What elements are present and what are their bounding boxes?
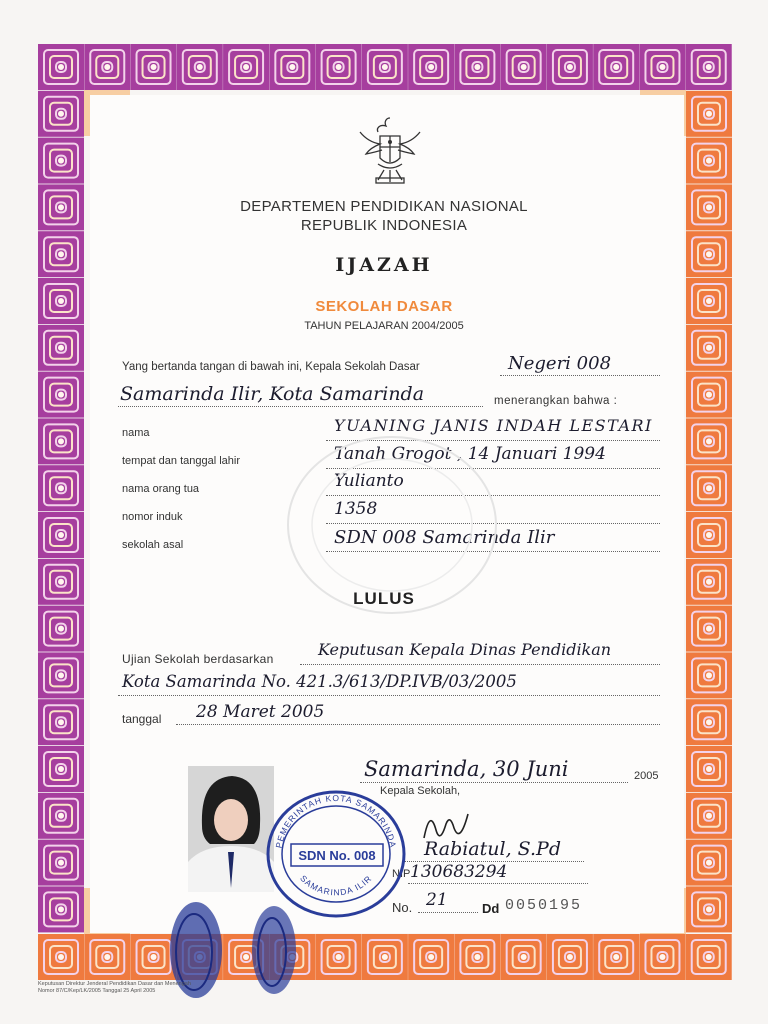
field-label-birth: tempat dan tanggal lahir	[122, 455, 241, 467]
border-tile	[547, 934, 593, 980]
border-tile	[38, 512, 84, 558]
school-stamp-icon	[261, 786, 411, 922]
svg-text:SAMARINDA ILIR	[298, 873, 374, 897]
field-value-birth: Tanah Grogot , 14 Januari 1994	[334, 444, 606, 464]
intro-suffix: menerangkan bahwa :	[494, 395, 618, 407]
dotted-line	[300, 664, 660, 665]
border-tile	[38, 418, 84, 464]
field-value-name: YUANING JANIS INDAH LESTARI	[334, 416, 653, 435]
school-location-fill: Samarinda Ilir, Kota Samarinda	[120, 383, 425, 405]
field-label-name: nama	[122, 427, 150, 439]
garuda-emblem-icon	[354, 112, 426, 186]
border-tile	[501, 44, 547, 90]
country-title: REPUBLIK INDONESIA	[300, 217, 468, 234]
border-tile	[38, 372, 84, 418]
border-tile	[686, 652, 732, 698]
field-label-student-number: nomor induk	[122, 511, 183, 523]
basis-date-label: tanggal	[122, 712, 162, 726]
signatory-name: Rabiatul, S.Pd	[424, 838, 561, 860]
field-label-origin-school: sekolah asal	[122, 539, 184, 551]
intro-prefix: Yang bertanda tangan di bawah ini, Kepala Sekolah Dasar	[122, 361, 420, 373]
field-label-parent: nama orang tua	[122, 483, 200, 495]
border-tile	[686, 746, 732, 792]
border-tile	[84, 44, 130, 90]
border-tile	[38, 652, 84, 698]
field-value-parent: Yulianto	[334, 471, 404, 491]
border-tile	[686, 934, 732, 980]
border-tile	[316, 934, 362, 980]
border-tile	[38, 746, 84, 792]
border-tile	[501, 934, 547, 980]
basis-decree-line2: Kota Samarinda No. 421.3/613/DP.IVB/03/2005	[122, 672, 517, 691]
dotted-line	[500, 375, 660, 376]
nip-label: NIP	[392, 868, 411, 880]
stamp-center-text: SDN No. 008	[298, 848, 376, 863]
dotted-line	[418, 912, 478, 913]
dotted-line	[360, 782, 628, 783]
border-tile	[38, 886, 84, 932]
border-tile	[38, 699, 84, 745]
result-status: LULUS	[353, 589, 415, 608]
border-tile	[639, 44, 685, 90]
stamp-top-text: PEMERINTAH KOTA SAMARINDA	[273, 793, 399, 849]
border-tile	[686, 44, 732, 90]
border-tile	[38, 606, 84, 652]
border-tile	[408, 934, 454, 980]
number-value: 21	[426, 890, 448, 910]
border-tile	[316, 44, 362, 90]
basis-label: Ujian Sekolah berdasarkan	[122, 652, 274, 666]
border-tile	[38, 138, 84, 184]
dotted-line	[118, 695, 660, 696]
school-level-title: SEKOLAH DASAR	[315, 298, 453, 315]
serial-number: 0050195	[505, 897, 583, 914]
document-title: IJAZAH	[335, 254, 433, 276]
border-tile	[269, 44, 315, 90]
basis-date-value: 28 Maret 2005	[196, 702, 325, 722]
signature-year: 2005	[634, 770, 659, 782]
stamp-bottom-text: SAMARINDA ILIR	[298, 873, 374, 898]
nip-value: 130683294	[410, 862, 508, 882]
field-value-origin-school: SDN 008 Samarinda Ilir	[334, 527, 555, 548]
dotted-line	[118, 406, 483, 407]
border-tile	[38, 44, 84, 90]
border-tile	[223, 44, 269, 90]
border-tile	[593, 44, 639, 90]
border-tile	[686, 512, 732, 558]
svg-text:PEMERINTAH KOTA SAMARINDA	[274, 793, 399, 849]
footer-line-2: Nomor 87/C/Kep/LK/2005 Tanggal 25 April 2005	[38, 988, 156, 994]
border-tile	[686, 840, 732, 886]
border-tile	[593, 934, 639, 980]
border-tile	[686, 465, 732, 511]
number-label: No.	[392, 900, 413, 915]
border-tile	[38, 793, 84, 839]
border-tile	[686, 606, 732, 652]
border-tile	[38, 934, 84, 980]
border-tile	[84, 934, 130, 980]
border-tile	[686, 793, 732, 839]
border-tile	[131, 44, 177, 90]
border-tile	[362, 934, 408, 980]
border-tile	[686, 138, 732, 184]
border-tile	[686, 418, 732, 464]
signature-role: Kepala Sekolah,	[380, 785, 461, 797]
ministry-title: DEPARTEMEN PENDIDIKAN NASIONAL	[240, 198, 528, 215]
border-tile	[686, 372, 732, 418]
border-tile	[686, 91, 732, 137]
serial-prefix: Dd	[482, 901, 500, 916]
dotted-line	[408, 883, 588, 884]
border-tile	[686, 886, 732, 932]
school-name-fill: Negeri 008	[508, 353, 612, 374]
border-tile	[362, 44, 408, 90]
border-tile	[454, 44, 500, 90]
academic-year: TAHUN PELAJARAN 2004/2005	[304, 320, 464, 332]
border-tile	[38, 465, 84, 511]
basis-decree-line1: Keputusan Kepala Dinas Pendidikan	[318, 640, 612, 659]
border-tile	[686, 699, 732, 745]
border-tile	[38, 840, 84, 886]
signature-place-date: Samarinda, 30 Juni	[364, 757, 569, 781]
border-tile	[408, 44, 454, 90]
dotted-line	[176, 724, 660, 725]
border-tile	[454, 934, 500, 980]
footer-line-1: Keputusan Direktur Jenderal Pendidikan Dasar dan Menengah	[38, 981, 191, 987]
border-tile	[177, 44, 223, 90]
field-value-student-number: 1358	[334, 499, 378, 519]
border-tile	[639, 934, 685, 980]
border-tile	[38, 91, 84, 137]
border-tile	[547, 44, 593, 90]
